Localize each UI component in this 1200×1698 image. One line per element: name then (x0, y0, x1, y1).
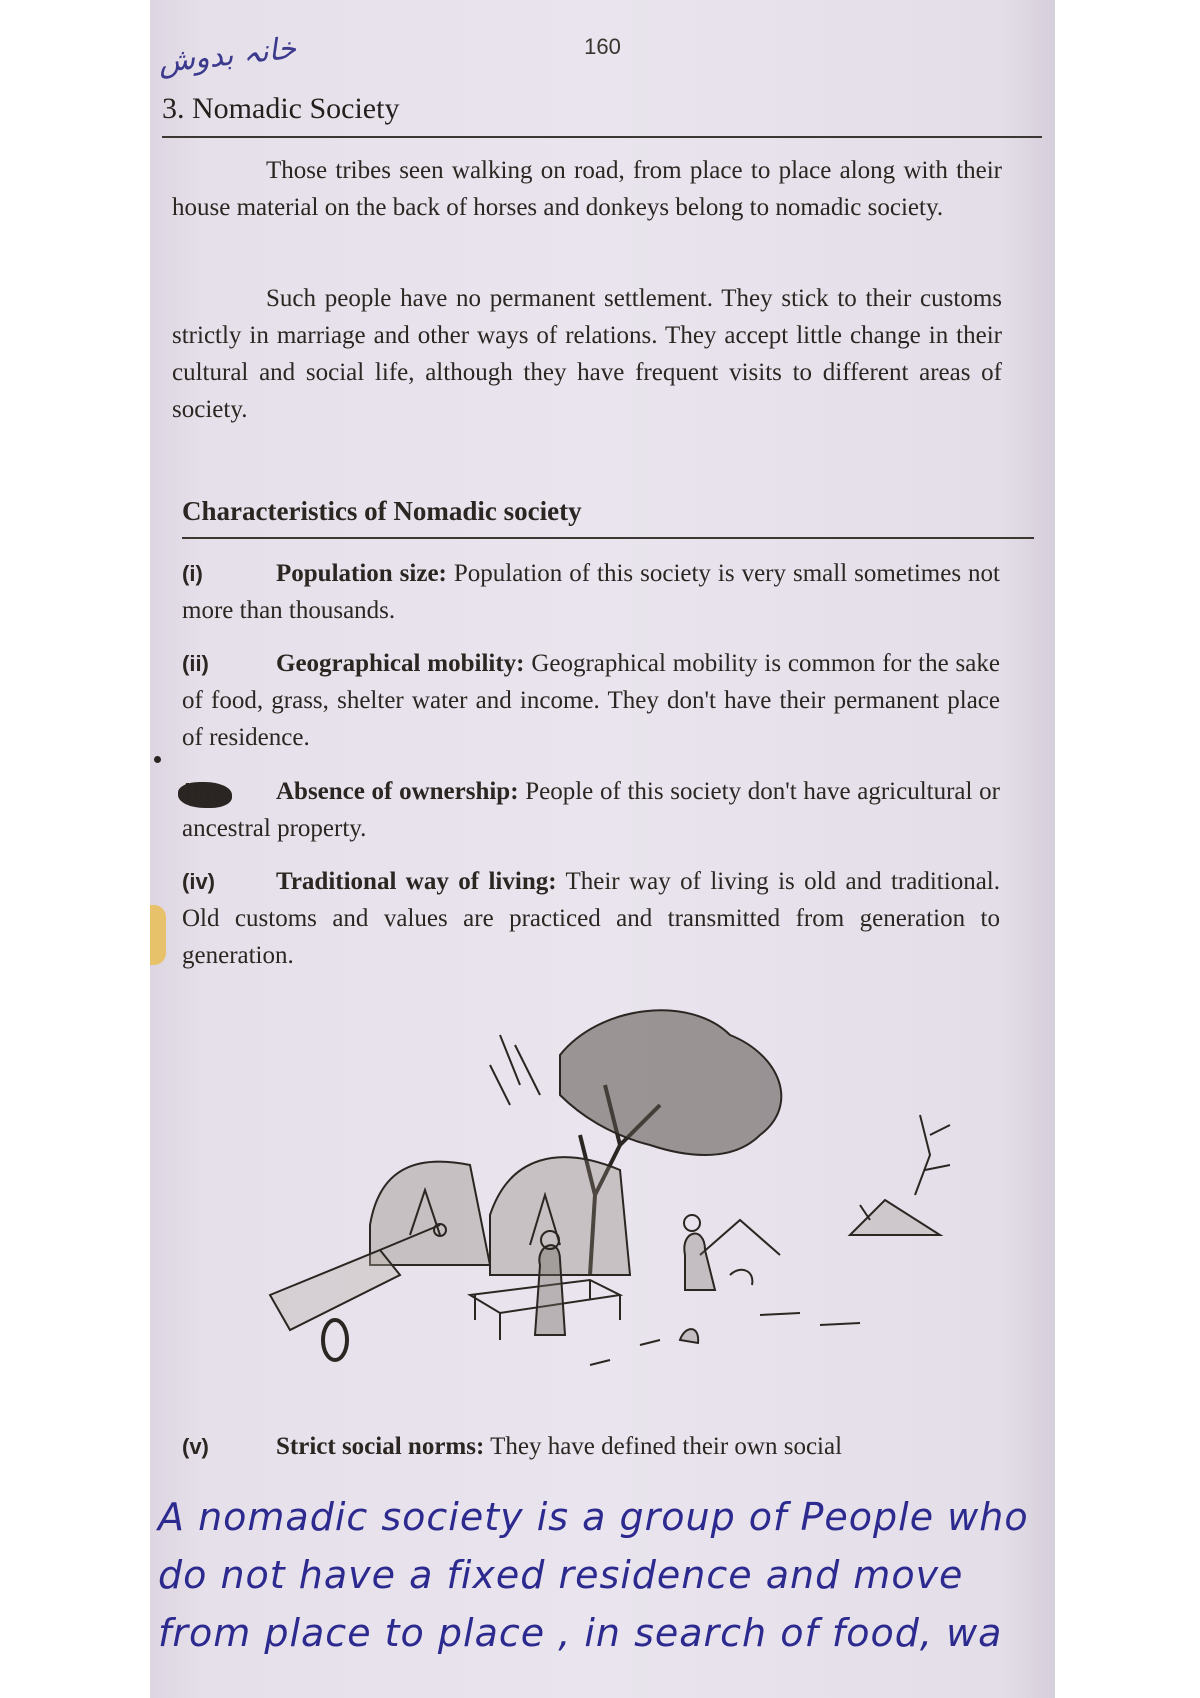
item-text: People of this society don't have agricultural or ancestral property. (182, 778, 1000, 842)
list-item (182, 1428, 1000, 1465)
page-number: 160 (584, 34, 621, 59)
handwritten-line: A nomadic society is a group of People who (158, 1495, 1029, 1539)
item-text: Geographical mobility is common for the sake of food, grass, shelter water and income. They don't have their permanent place of residence. (182, 650, 1000, 751)
handwritten-line: do not have a fixed residence and move (158, 1553, 964, 1597)
list-item (182, 773, 1000, 847)
item-number: (v) (182, 1434, 209, 1459)
section-underline (182, 537, 1034, 539)
item-text: Population of this society is very small sometimes not more than thousands. (182, 560, 1000, 624)
item-term: Traditional way of living: (276, 868, 557, 895)
intro-paragraph-1: Those tribes seen walking on road, from place to place along with their house material on the back of horses and donkeys belong to nomadic society. (172, 157, 1002, 221)
item-term: Geographical mobility: (276, 650, 525, 677)
page-title: 3. Nomadic Society (162, 92, 400, 125)
handwritten-urdu-note: خانہ بدوش (156, 30, 298, 81)
list-item (182, 645, 1000, 756)
item-text: Their way of living is old and traditional. Old customs and values are practiced and transmitted from generation to generation. (182, 868, 1000, 969)
margin-dot (154, 756, 161, 763)
handwritten-note (158, 1488, 1048, 1662)
item-number: (ii) (182, 651, 209, 676)
item-text: They have defined their own social (484, 1433, 843, 1460)
nomadic-camp-illustration (260, 995, 980, 1415)
section-heading: Characteristics of Nomadic society (182, 496, 582, 526)
item-term: Strict social norms: (276, 1433, 485, 1460)
page-tab-marker (150, 905, 166, 965)
title-underline (162, 136, 1042, 138)
list-item (182, 555, 1000, 629)
textbook-page (150, 0, 1055, 1698)
item-number: (iii) (182, 779, 215, 804)
item-term: Population size: (276, 560, 447, 587)
intro-paragraph-2: Such people have no permanent settlement. They stick to their customs strictly in marriage and other ways of relations. They accept little change in their cultural and social life, although they have frequent visits to different areas of society. (172, 285, 1002, 423)
list-item (182, 863, 1000, 974)
handwritten-line: from place to place , in search of food, wa (158, 1611, 1003, 1655)
item-number: (i) (182, 561, 203, 586)
item-number: (iv) (182, 869, 215, 894)
item-term: Absence of ownership: (276, 778, 519, 805)
